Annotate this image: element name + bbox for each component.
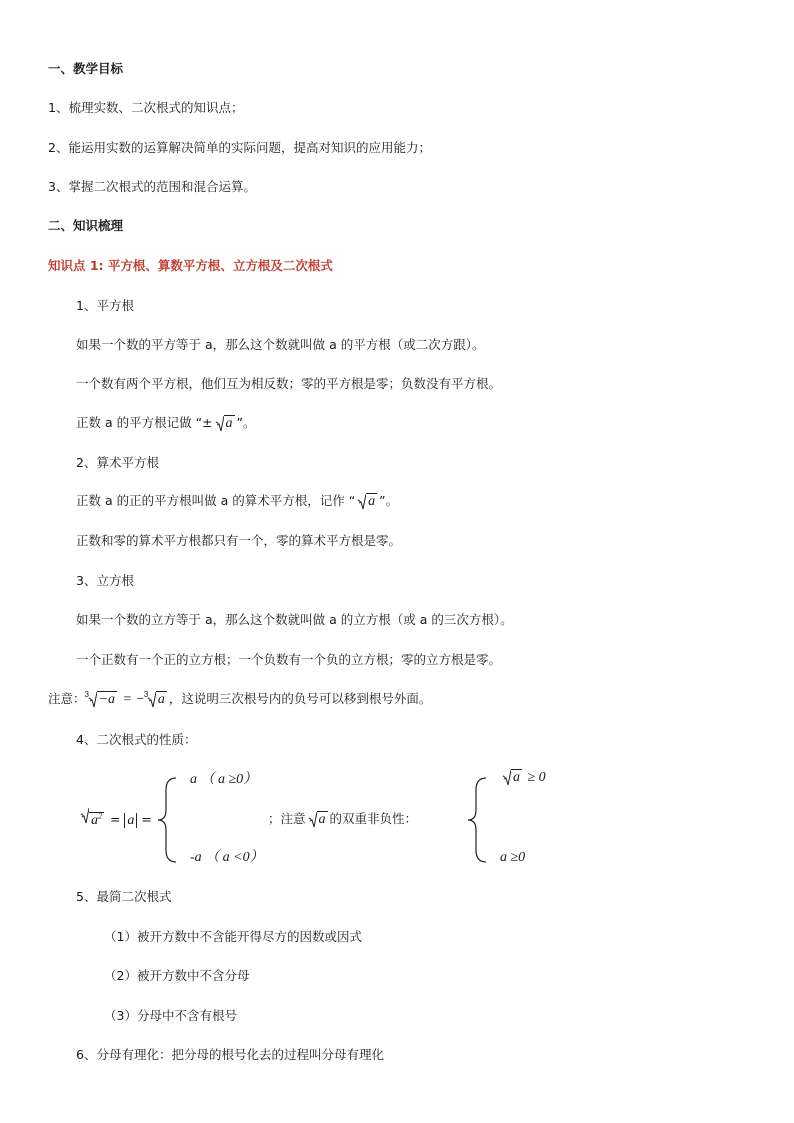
double-nonnegativity-note xyxy=(268,810,417,829)
square-root-property: 一个数有两个平方根，他们互为相反数；零的平方根是零；负数没有平方根。 xyxy=(76,376,502,391)
equals-sign: = xyxy=(137,811,152,827)
radicand: a xyxy=(225,416,233,431)
note-text: ；注意 xyxy=(268,811,306,826)
square-root-heading: 1、平方根 xyxy=(76,298,134,313)
sqrt-symbol xyxy=(357,493,377,511)
rationalization-definition: 6、分母有理化：把分母的根号化去的过程叫分母有理化 xyxy=(76,1047,384,1062)
definition-text: 正数 a 的正的平方根叫做 a 的算术平方根，记作 “ xyxy=(76,493,356,508)
radicand: −a xyxy=(98,692,115,707)
sqrt-symbol xyxy=(215,415,235,433)
equals-sign: = − xyxy=(118,692,145,707)
left-brace-icon xyxy=(156,776,178,864)
goal-item: 3、掌握二次根式的范围和混合运算。 xyxy=(48,179,256,194)
nonnegative-radicand: a ≥0 xyxy=(500,850,526,865)
cube-root-symbol xyxy=(84,690,117,709)
section-heading-goals: 一、教学目标 xyxy=(48,61,124,76)
cube-root-property: 一个正数有一个正的立方根；一个负数有一个负的立方根；零的立方根是零。 xyxy=(76,652,502,667)
section-heading-knowledge: 二、知识梳理 xyxy=(48,218,124,233)
arithmetic-root-property: 正数和零的算术平方根都只有一个，零的算术平方根是零。 xyxy=(76,533,402,548)
note-label: 注意： xyxy=(48,691,86,706)
notation-text: 正数 a 的平方根记做 “± xyxy=(76,415,213,430)
exponent: 2 xyxy=(98,811,102,820)
cube-root-note xyxy=(48,690,431,709)
radicand: a xyxy=(513,770,520,785)
root-index: 3 xyxy=(84,690,89,699)
equals-sign: = xyxy=(106,811,125,827)
case-nonnegative: a （ a ≥0） xyxy=(190,772,258,787)
cube-root-symbol xyxy=(143,690,167,709)
property-heading: 4、二次根式的性质： xyxy=(76,732,197,747)
arithmetic-root-definition xyxy=(76,492,398,511)
cube-root-definition: 如果一个数的立方等于 a，那么这个数就叫做 a 的立方根（或 a 的三次方根）。 xyxy=(76,612,513,627)
radicand xyxy=(89,812,104,828)
simplest-condition: （3）分母中不含有根号 xyxy=(104,1008,237,1023)
simplest-condition: （2）被开方数中不含分母 xyxy=(104,968,250,983)
notation-text: ”。 xyxy=(236,415,256,430)
cube-root-heading: 3、立方根 xyxy=(76,573,134,588)
radicand-base: a xyxy=(91,812,98,828)
formula-lhs xyxy=(78,807,152,830)
left-brace-icon xyxy=(466,776,488,864)
square-root-definition: 如果一个数的平方等于 a，那么这个数就叫做 a 的平方根（或二次方跟）。 xyxy=(76,337,485,352)
note-text: 的双重非负性： xyxy=(329,811,418,826)
inequality: ≥ 0 xyxy=(524,770,546,785)
sqrt-symbol xyxy=(502,769,522,787)
absolute-value: a xyxy=(124,813,137,828)
case-negative: -a （ a <0） xyxy=(190,850,264,865)
sqrt-symbol xyxy=(308,811,328,829)
square-root-notation xyxy=(76,414,256,433)
root-index: 3 xyxy=(143,690,149,699)
radicand: a xyxy=(318,812,326,827)
radicand: a xyxy=(368,494,376,509)
definition-text: ”。 xyxy=(379,493,399,508)
goal-item: 2、能运用实数的运算解决简单的实际问题，提高对知识的应用能力； xyxy=(48,140,431,155)
simplest-condition: （1）被开方数中不含能开得尽方的因数或因式 xyxy=(104,929,362,944)
note-text: ，这说明三次根号内的负号可以移到根号外面。 xyxy=(168,691,432,706)
radicand: a xyxy=(157,692,165,707)
simplest-radical-heading: 5、最简二次根式 xyxy=(76,889,172,904)
knowledge-point-title: 知识点 1: 平方根、算数平方根、立方根及二次根式 xyxy=(48,258,333,273)
arithmetic-root-heading: 2、算术平方根 xyxy=(76,455,159,470)
goal-item: 1、梳理实数、二次根式的知识点； xyxy=(48,100,244,115)
sqrt-symbol xyxy=(80,807,104,830)
nonnegative-root xyxy=(500,769,546,787)
